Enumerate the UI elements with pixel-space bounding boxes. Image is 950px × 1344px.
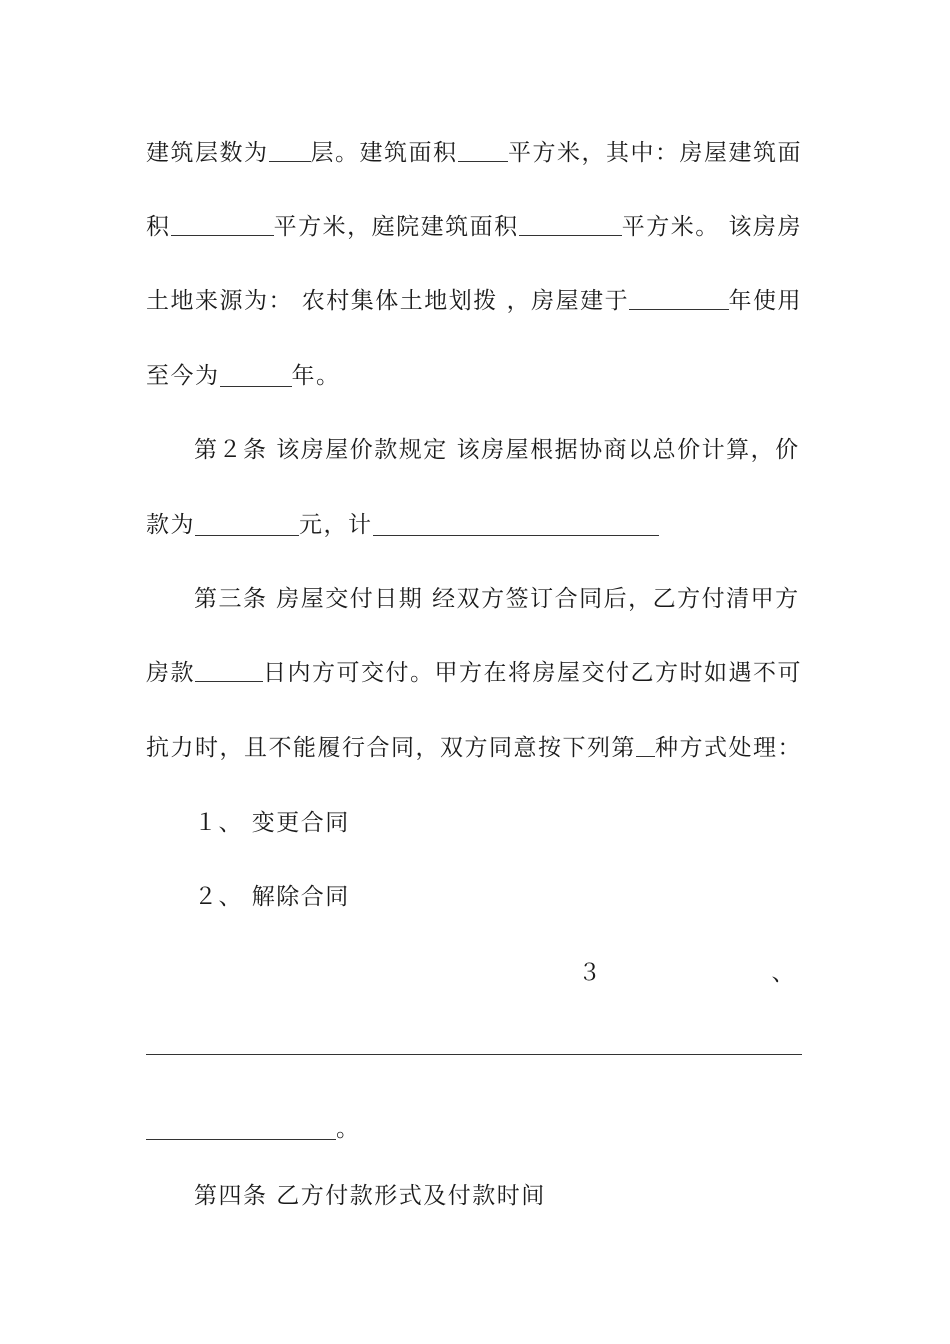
blank-option-3-line[interactable]: [146, 1054, 802, 1055]
option-3: [146, 953, 802, 993]
text: 平方米。 该房房: [621, 214, 802, 240]
blank-yard-area[interactable]: [519, 207, 622, 236]
blank-price[interactable]: [195, 507, 299, 536]
blank-build-year[interactable]: [629, 281, 728, 310]
text: １、 变更合同: [194, 810, 350, 836]
text: 第２条 该房屋价款规定 该房屋根据协商以总价计算，价: [194, 437, 800, 463]
text: 、: [771, 960, 796, 986]
text: 款为: [146, 512, 195, 538]
text: 建筑层数为: [146, 140, 269, 166]
blank-years[interactable]: [220, 358, 292, 387]
text: ２、 解除合同: [194, 884, 350, 910]
line-building-floors: [146, 133, 802, 173]
text: 种方式处理：: [655, 735, 802, 761]
text: 积: [146, 214, 171, 240]
blank-option-number[interactable]: [636, 728, 655, 757]
blank-floors[interactable]: [269, 133, 311, 162]
text: 层。建筑面积: [310, 140, 458, 166]
text: 第三条 房屋交付日期 经双方签订合同后，乙方付清甲方: [194, 586, 800, 612]
blank-delivery-days[interactable]: [195, 653, 263, 682]
text: 年使用: [728, 288, 802, 314]
text: 土地来源为： 农村集体土地划拨 ，房屋建于: [146, 288, 630, 314]
blank-building-area[interactable]: [458, 133, 508, 162]
text: 年。: [291, 363, 341, 389]
line-price: [146, 505, 802, 545]
line-option-3-end: [146, 1109, 802, 1149]
option-2: [194, 877, 802, 917]
blank-price-words[interactable]: [373, 507, 659, 536]
text: 日内方可交付。甲方在将房屋交付乙方时如遇不可: [263, 660, 802, 686]
blank-option-3-end[interactable]: [146, 1111, 336, 1140]
article-3-heading: [194, 579, 802, 619]
line-force-majeure: [146, 728, 802, 768]
text: 平方米，其中：房屋建筑面: [508, 140, 802, 166]
text: 元，计: [299, 512, 373, 538]
text: 第四条 乙方付款形式及付款时间: [194, 1183, 546, 1209]
text: 抗力时，且不能履行合同，双方同意按下列第: [146, 735, 636, 761]
text: 至今为: [146, 363, 220, 389]
text: 房款: [146, 660, 195, 686]
line-area: [146, 207, 802, 247]
option-1: [194, 803, 802, 843]
article-4-heading: [194, 1176, 802, 1216]
text: 。: [336, 1116, 361, 1142]
line-delivery: [146, 653, 802, 693]
text: 平方米，庭院建筑面积: [273, 214, 519, 240]
line-years-used: [146, 356, 802, 396]
text: ３: [578, 960, 603, 986]
blank-house-area[interactable]: [171, 207, 274, 236]
line-land-source: [146, 281, 802, 321]
article-2-heading: [194, 430, 802, 470]
